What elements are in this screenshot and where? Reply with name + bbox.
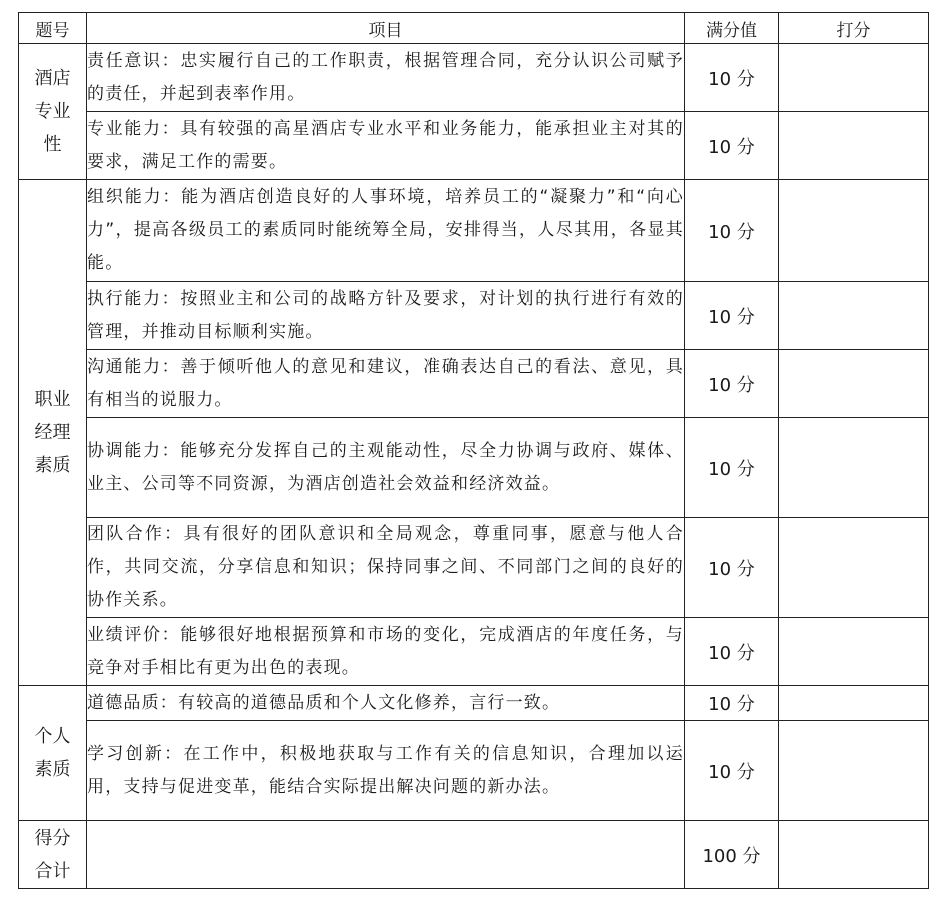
table-row <box>19 618 929 686</box>
category-line: 个人 <box>34 726 71 747</box>
grade-cell[interactable] <box>779 518 929 618</box>
total-label-line: 合计 <box>34 860 71 882</box>
table-row <box>19 112 929 180</box>
category-manager-quality <box>19 180 87 686</box>
full-score-value: 10 分 <box>685 721 779 821</box>
header-full-score: 满分值 <box>685 13 779 44</box>
item-text: 道德品质：有较高的道德品质和个人文化修养，言行一致。 <box>87 686 685 721</box>
item-text: 组织能力：能为酒店创造良好的人事环境，培养员工的“凝聚力”和“向心力”，提高各级员工的素质同时能统筹全局，安排得当，人尽其用，各显其能。 <box>87 180 685 282</box>
item-text: 业绩评价：能够很好地根据预算和市场的变化，完成酒店的年度任务，与竞争对手相比有更为出色的表现。 <box>87 618 685 686</box>
category-line: 专业 <box>34 101 71 122</box>
grade-cell[interactable] <box>779 180 929 282</box>
header-item: 项目 <box>87 13 685 44</box>
category-line: 性 <box>43 134 62 155</box>
category-hotel-professionalism <box>19 44 87 180</box>
grade-cell[interactable] <box>779 350 929 418</box>
full-score-value: 10 分 <box>685 686 779 721</box>
table-row <box>19 721 929 821</box>
category-line: 经理 <box>34 422 71 443</box>
grade-cell[interactable] <box>779 686 929 721</box>
grade-cell[interactable] <box>779 282 929 350</box>
category-personal-quality <box>19 686 87 821</box>
item-text: 协调能力：能够充分发挥自己的主观能动性，尽全力协调与政府、媒体、业主、公司等不同资源，为酒店创造社会效益和经济效益。 <box>87 418 685 518</box>
item-text: 团队合作：具有很好的团队意识和全局观念，尊重同事，愿意与他人合作，共同交流，分享信息和知识；保持同事之间、不同部门之间的良好的协作关系。 <box>87 518 685 618</box>
table-row <box>19 350 929 418</box>
table-row <box>19 418 929 518</box>
full-score-value: 10 分 <box>685 518 779 618</box>
grade-cell[interactable] <box>779 721 929 821</box>
full-score-value: 10 分 <box>685 44 779 112</box>
grade-cell[interactable] <box>779 618 929 686</box>
table-row <box>19 180 929 282</box>
total-label-line: 得分 <box>34 827 71 849</box>
item-text: 学习创新：在工作中，积极地获取与工作有关的信息知识，合理加以运用，支持与促进变革，能结合实际提出解决问题的新办法。 <box>87 721 685 821</box>
table-row <box>19 518 929 618</box>
grade-cell[interactable] <box>779 112 929 180</box>
total-item-blank <box>87 821 685 889</box>
item-text: 沟通能力：善于倾听他人的意见和建议，准确表达自己的看法、意见，具有相当的说服力。 <box>87 350 685 418</box>
evaluation-table <box>18 12 929 889</box>
total-row <box>19 821 929 889</box>
category-line: 酒店 <box>34 68 71 89</box>
full-score-value: 10 分 <box>685 180 779 282</box>
category-line: 职业 <box>34 389 71 410</box>
full-score-value: 10 分 <box>685 112 779 180</box>
total-full-score: 100 分 <box>685 821 779 889</box>
item-text: 责任意识：忠实履行自己的工作职责，根据管理合同，充分认识公司赋予的责任，并起到表率作用。 <box>87 44 685 112</box>
grade-cell[interactable] <box>779 44 929 112</box>
item-text: 执行能力：按照业主和公司的战略方针及要求，对计划的执行进行有效的管理，并推动目标顺利实施。 <box>87 282 685 350</box>
category-line: 素质 <box>34 455 71 476</box>
table-row <box>19 44 929 112</box>
header-grade: 打分 <box>779 13 929 44</box>
full-score-value: 10 分 <box>685 282 779 350</box>
table-row <box>19 282 929 350</box>
full-score-value: 10 分 <box>685 350 779 418</box>
item-text: 专业能力：具有较强的高星酒店专业水平和业务能力，能承担业主对其的要求，满足工作的需要。 <box>87 112 685 180</box>
total-label <box>19 821 87 889</box>
category-line: 素质 <box>34 759 71 780</box>
table-row <box>19 686 929 721</box>
full-score-value: 10 分 <box>685 618 779 686</box>
grade-cell[interactable] <box>779 418 929 518</box>
header-row <box>19 13 929 44</box>
total-grade-cell[interactable] <box>779 821 929 889</box>
full-score-value: 10 分 <box>685 418 779 518</box>
header-number: 题号 <box>19 13 87 44</box>
